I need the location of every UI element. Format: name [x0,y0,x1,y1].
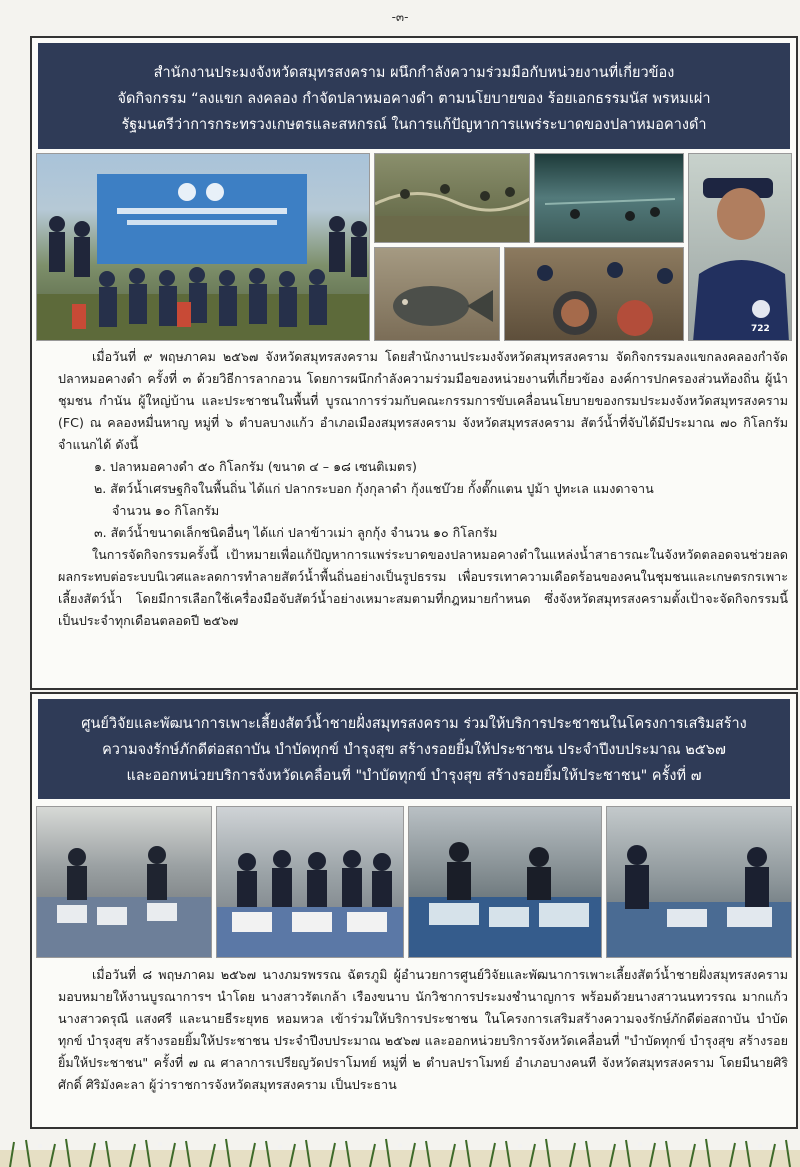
header-line: สำนักงานประมงจังหวัดสมุทรสงคราม ผนึกกำลังความร่วมมือกับหน่วยงานที่เกี่ยวข้อง [153,65,675,81]
service-booth-illustration [37,807,212,958]
news-section-fish-removal [30,36,798,690]
section2-body [58,964,788,1096]
header-line: รัฐมนตรีว่าการกระทรวงเกษตรและสหกรณ์ ในการแก้ปัญหาการแพร่ระบาดของปลาหมอคางดำ [121,117,707,133]
staff-group-photo [216,806,404,958]
display-table-illustration [409,807,602,958]
group-photo [36,153,370,341]
header-line: ความจงรักษ์ภักดีต่อสถาบัน บำบัดทุกข์ บำรุงสุข สร้างรอยยิ้มให้ประชาชน ประจำปีงบประมาณ ๒๕๖๗ [102,742,726,758]
water-net-photo [534,153,684,243]
net-marsh-illustration [375,154,530,243]
net-marsh-photo [374,153,530,243]
list-item: ๒. สัตว์น้ำเศรษฐกิจในพื้นถิ่น ได้แก่ ปลากระบอก กุ้งกุลาดำ กุ้งแชบ๊วย กั้งตั๊กแตน ปูม้า ปูทะเล แมงดาจาน [94,481,654,496]
visitors-illustration [607,807,792,958]
section-header [38,43,790,149]
section1-body [58,346,788,632]
staff-group-illustration [217,807,404,958]
header-line: ศูนย์วิจัยและพัฒนาการเพาะเลี้ยงสัตว์น้ำชายฝั่งสมุทรสงคราม ร่วมให้บริการประชาชนในโครงการเสริมสร้าง [81,716,747,732]
list-item: ๓. สัตว์น้ำขนาดเล็กชนิดอื่นๆ ได้แก่ ปลาข้าวเม่า ลูกกุ้ง จำนวน ๑๐ กิโลกรัม [94,525,498,540]
group-photo-illustration [37,154,370,341]
sorting-fish-illustration [505,248,684,341]
sorting-fish-photo [504,247,684,341]
list-item-continuation: จำนวน ๑๐ กิโลกรัม [112,503,220,518]
fish-photo [374,247,500,341]
fish-illustration [375,248,500,341]
paragraph: เมื่อวันที่ ๙ พฤษภาคม ๒๕๖๗ จังหวัดสมุทรสงคราม โดยสำนักงานประมงจังหวัดสมุทรสงคราม จัดกิจกรรมลงแขกลงคลองกำจัดปลาหมอคางดำ ครั้งที่ ๓ ด้วยวิธีการลากอวน โดยการผนึกกำลังความร่วมมือของหน่วยงานที่เกี่ยวข้อง องค์การปกครองส่วนท้องถิ่น ผู้นำชุมชน กำนัน ผู้ใหญ่บ้าน และประชาชนในพื้นที่ บูรณาการร่วมกับคณะกรรมการขับเคลื่อนนโยบายของกรมประมงจังหวัดสมุทรสงคราม (FC) ณ คลองหมื่นหาญ หมู่ที่ ๖ ตำบลบางแก้ว อำเภอเมืองสมุทรสงคราม จังหวัดสมุทรสงคราม สัตว์น้ำที่จับได้มีประมาณ ๗๐ กิโลกรัม จำแนกได้ ดังนี้ [58,349,788,452]
list-item: ๑. ปลาหมอคางดำ ๕๐ กิโลกรัม (ขนาด ๔ – ๑๘ เซนติเมตร) [94,459,417,474]
header-line: จัดกิจกรรม “ลงแขก ลงคลอง กำจัดปลาหมอคางดำ ตามนโยบายของ ร้อยเอกธรรมนัส พรหมเผ่า [117,91,711,107]
official-portrait-illustration [689,154,792,341]
section-header [38,699,790,799]
uniform-badge: 722 [751,324,770,334]
visitors-photo [606,806,792,958]
grass-border [0,1134,800,1167]
official-portrait [688,153,792,341]
service-booth-photo [36,806,212,958]
display-table-photo [408,806,602,958]
page-number: -๓- [391,10,409,24]
water-net-illustration [535,154,684,243]
paragraph: เมื่อวันที่ ๘ พฤษภาคม ๒๕๖๗ นางภมรพรรณ ฉัตรภูมิ ผู้อำนวยการศูนย์วิจัยและพัฒนาการเพาะเลี้ยงสัตว์น้ำชายฝั่งสมุทรสงคราม มอบหมายให้งานบูรณาการฯ นำโดย นางสาวรัตเกล้า เรืองขนาบ นักวิชาการประมงชำนาญการ พร้อมด้วยนางสาวนนทวรรณ มากแก้ว นางสาวดรุณี แสงศรี และนายธีระยุทธ หอมหวล เข้าร่วมให้บริการประชาชน ในโครงการเสริมสร้างความจงรักษ์ภักดีต่อสถาบัน บำบัดทุกข์ บำรุงสุข สร้างรอยยิ้มให้ประชาชน ประจำปีงบประมาณ ๒๕๖๗ และออกหน่วยบริการจังหวัดเคลื่อนที่ "บำบัดทุกข์ บำรุงสุข สร้างรอยยิ้มให้ประชาชน" ครั้งที่ ๗ ณ ศาลาการเปรียญวัดปราโมทย์ หมู่ที่ ๒ ตำบลปราโมทย์ อำเภอบางคนที จังหวัดสมุทรสงคราม โดยมีนายศิริศักดิ์ ศิริมังคะลา ผู้ว่าราชการจังหวัดสมุทรสงคราม เป็นประธาน [58,967,788,1092]
news-section-public-service [30,692,798,1129]
paragraph: ในการจัดกิจกรรมครั้งนี้ เป้าหมายเพื่อแก้ปัญหาการแพร่ระบาดของปลาหมอคางดำในแหล่งน้ำสาธารณะในจังหวัดตลอดจนช่วยลดผลกระทบต่อระบบนิเวศและลดการทำลายสัตว์น้ำพื้นถิ่นอย่างเป็นรูปธรรม เพื่อบรรเทาความเดือดร้อนของคนในชุมชนและเกษตรกรเพาะเลี้ยงสัตว์น้ำ โดยมีการเลือกใช้เครื่องมือจับสัตว์น้ำอย่างเหมาะสมตามที่กฎหมายกำหนด ซึ่งจังหวัดสมุทรสงครามตั้งเป้าจะจัดกิจกรรมนี้เป็นประจำทุกเดือนตลอดปี ๒๕๖๗ [58,547,788,628]
header-line: และออกหน่วยบริการจังหวัดเคลื่อนที่ "บำบัดทุกข์ บำรุงสุข สร้างรอยยิ้มให้ประชาชน" ครั้งที่ ๗ [126,768,702,784]
